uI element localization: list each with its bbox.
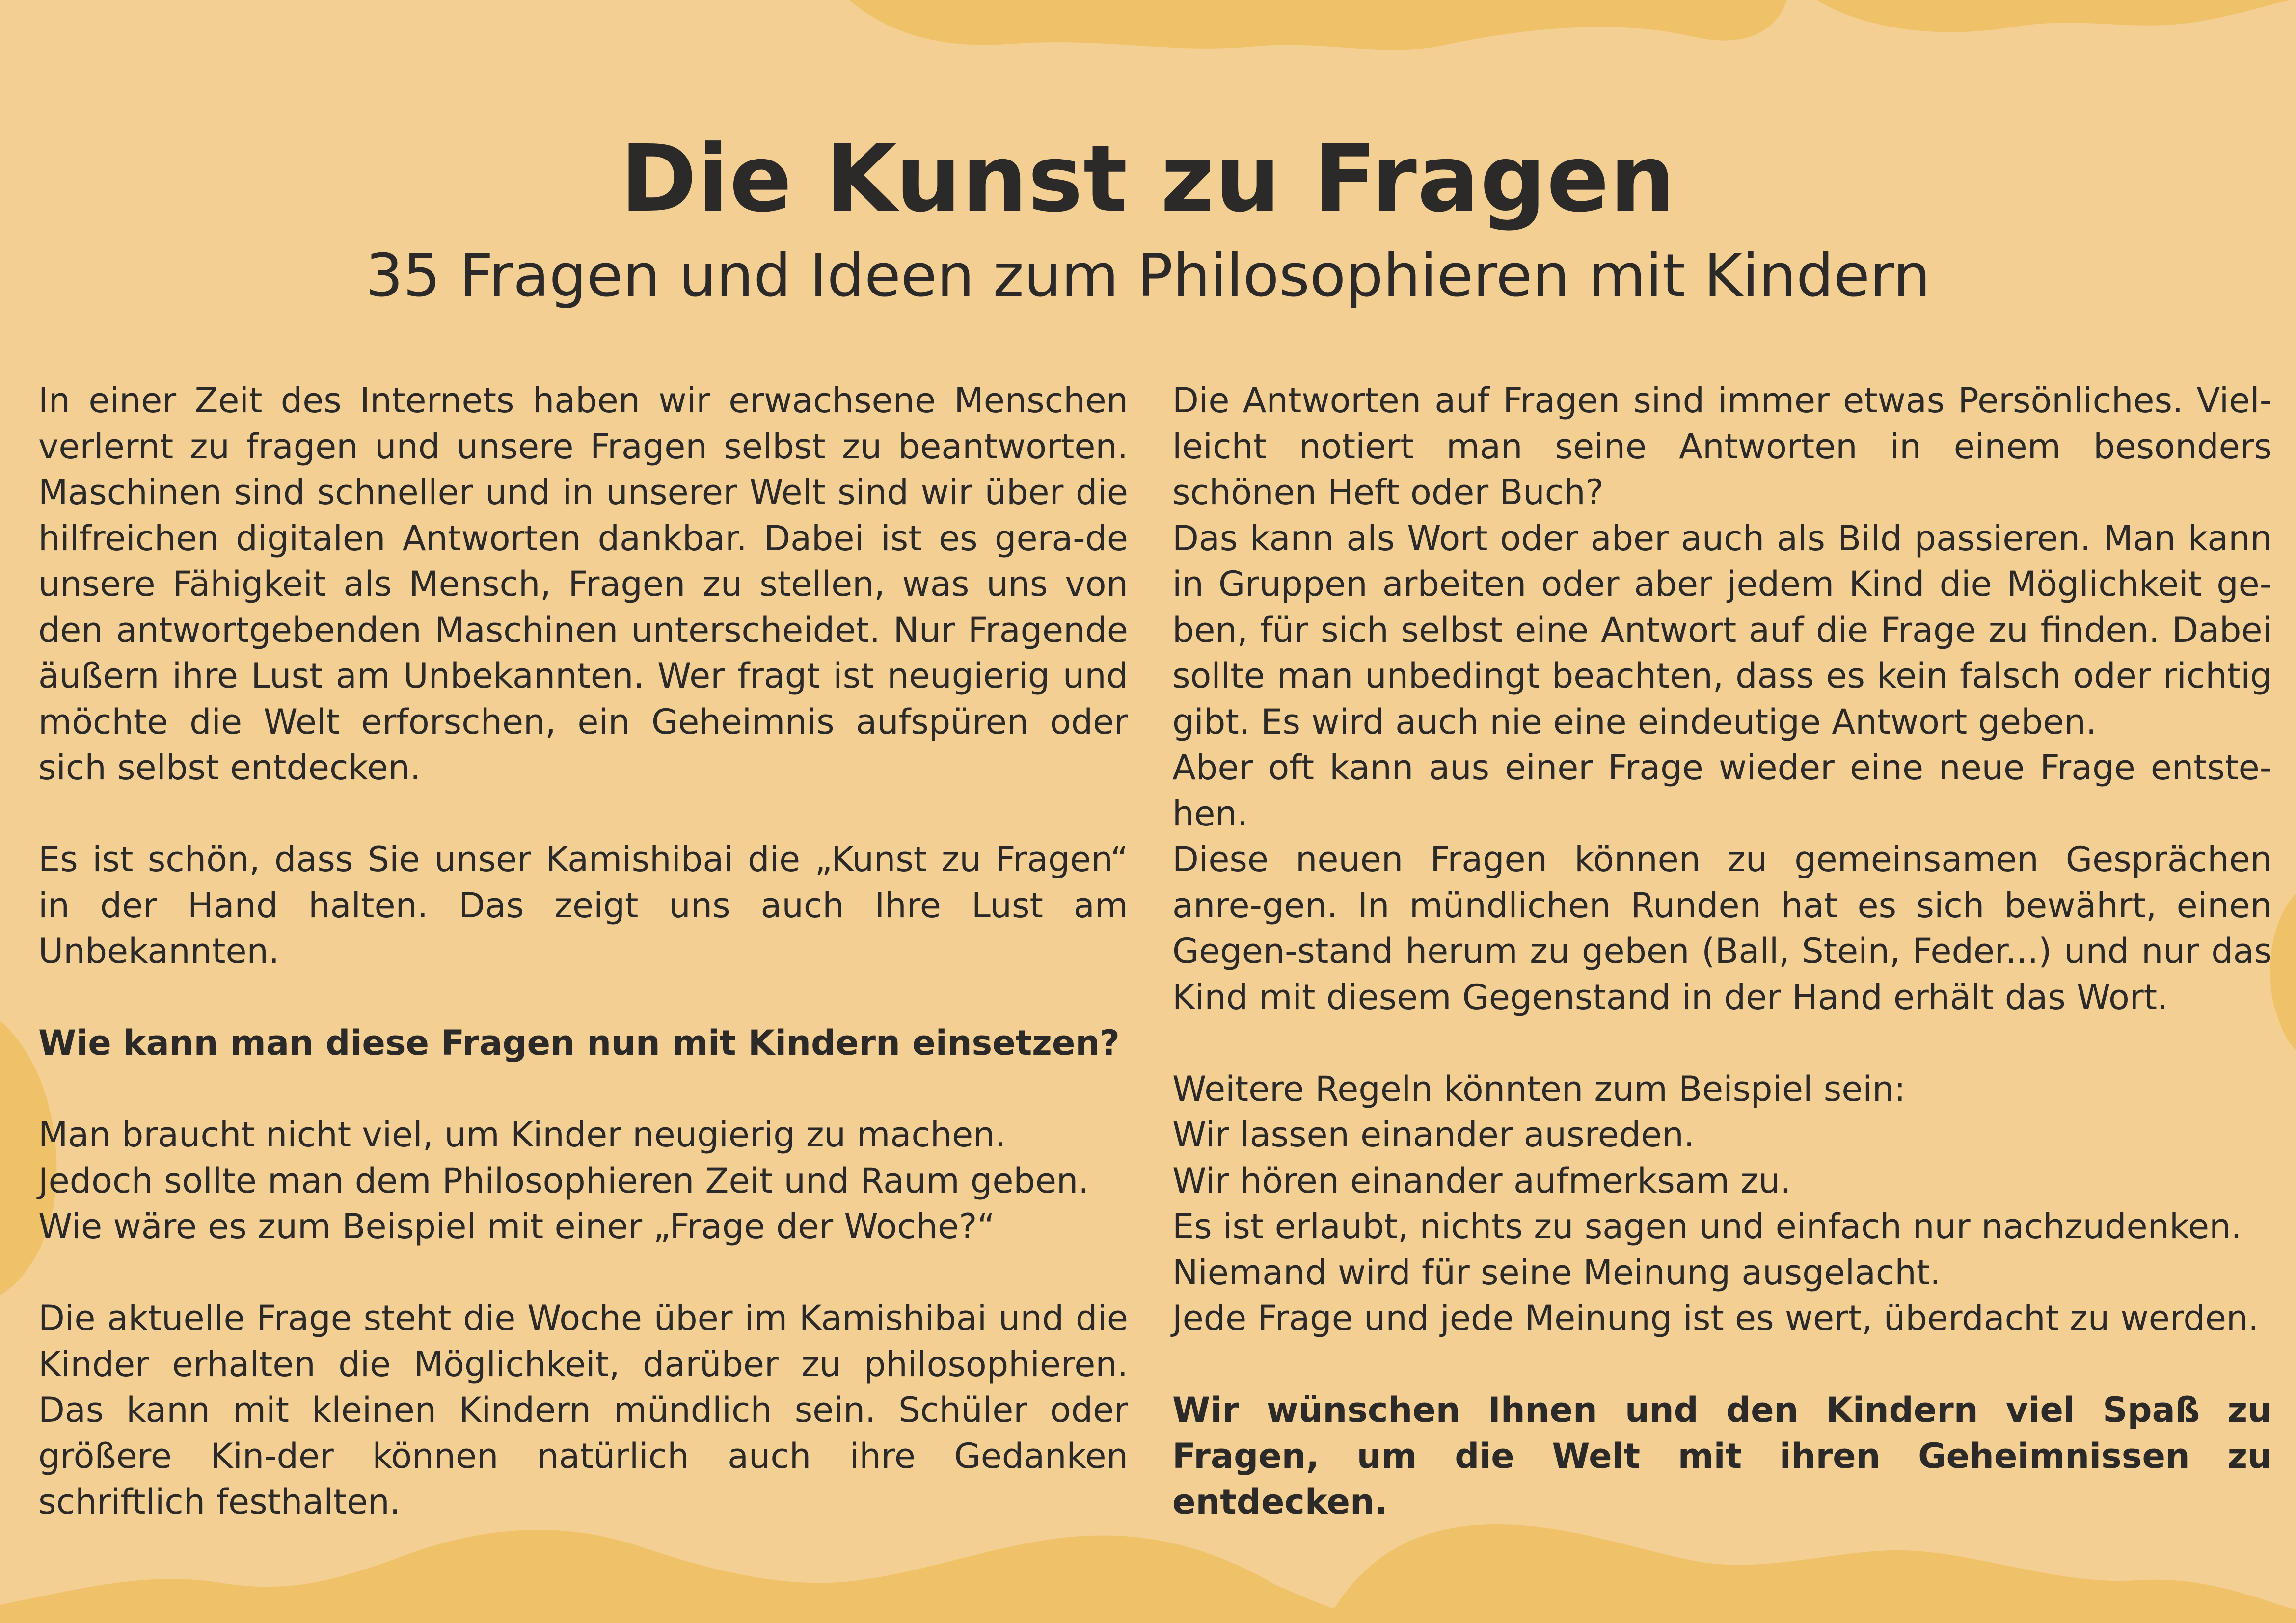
left-paragraph-question-of-week: Die aktuelle Frage steht die Woche über im Kamishibai und die Kinder erhalten die Möglichkeit, darüber zu philosophieren. Das kann mit kleinen Kindern mündlich sein. Schüler oder größere Kin-der können natürlich auch ihre Gedanken schriftlich festhalten. [38, 1298, 1128, 1522]
rule-item: Wir hören einander aufmerksam zu. [1172, 1160, 1791, 1201]
rule-item: Jede Frage und jede Meinung ist es wert, überdacht zu werden. [1172, 1298, 2259, 1338]
left-heading-question: Wie kann man diese Fragen nun mit Kindern einsetzen? [38, 1023, 1120, 1063]
right-column [1172, 378, 2272, 1525]
left-paragraph-kamishibai: Es ist schön, dass Sie unser Kamishibai die „Kunst zu Fragen“ in der Hand halten. Das zeigt uns auch Ihre Lust am Unbekannten. [38, 839, 1128, 971]
left-paragraph-curiosity: Man braucht nicht viel, um Kinder neugierig zu machen. Jedoch sollte man dem Philosophieren Zeit und Raum geben. Wie wäre es zum Beispiel mit einer „Frage der Woche?“ [38, 1115, 1089, 1247]
page-title: Die Kunst zu Fragen [620, 125, 1676, 233]
left-column [38, 378, 1128, 1525]
rule-item: Niemand wird für seine Meinung ausgelacht. [1172, 1252, 1941, 1293]
left-paragraph-intro: In einer Zeit des Internets haben wir erwachsene Menschen verlernt zu fragen und unsere Fragen selbst zu beantworten. Maschinen sind schneller und in unserer Welt sind wir über die hilfreichen digitalen Antworten dankbar. Dabei ist es gera-de unsere Fähigkeit als Mensch, Fragen zu stellen, was uns von den antwortgebenden Maschinen unterscheidet. Nur Fragende äußern ihre Lust am Unbekannten. Wer fragt ist neugierig und möchte die Welt erforschen, ein Geheimnis aufspüren oder sich selbst entdecken. [38, 380, 1128, 788]
right-paragraph-conversations: Diese neuen Fragen können zu gemeinsamen Gesprächen anre-gen. In mündlichen Runden hat es sich bewährt, einen Gegen-stand herum zu geben (Ball, Stein, Feder...) und nur das Kind mit diesem Gegenstand in der Hand erhält das Wort. [1172, 839, 2272, 1017]
page-subtitle: 35 Fragen und Ideen zum Philosophieren mit Kindern [365, 242, 1931, 310]
rule-item: Es ist erlaubt, nichts zu sagen und einfach nur nachzudenken. [1172, 1206, 2242, 1247]
right-paragraph-answers: Die Antworten auf Fragen sind immer etwas Persönliches. Viel-leicht notiert man seine Antworten in einem besonders schönen Heft oder Buch? [1172, 380, 2272, 512]
closing-statement: Wir wünschen Ihnen und den Kindern viel Spaß zu Fragen, um die Welt mit ihren Geheimnissen zu entdecken. [1172, 1390, 2272, 1522]
rule-item: Wir lassen einander ausreden. [1172, 1115, 1695, 1155]
right-paragraph-new-question: Aber oft kann aus einer Frage wieder eine neue Frage entste-hen. [1172, 747, 2272, 834]
right-paragraph-groups: Das kann als Wort oder aber auch als Bild passieren. Man kann in Gruppen arbeiten oder aber jedem Kind die Möglichkeit ge-ben, für sich selbst eine Antwort auf die Frage zu finden. Dabei sollte man unbedingt beachten, dass es kein falsch oder richtig gibt. Es wird auch nie eine eindeutige Antwort geben. [1172, 518, 2272, 742]
rules-intro: Weitere Regeln könnten zum Beispiel sein: [1172, 1068, 1906, 1109]
